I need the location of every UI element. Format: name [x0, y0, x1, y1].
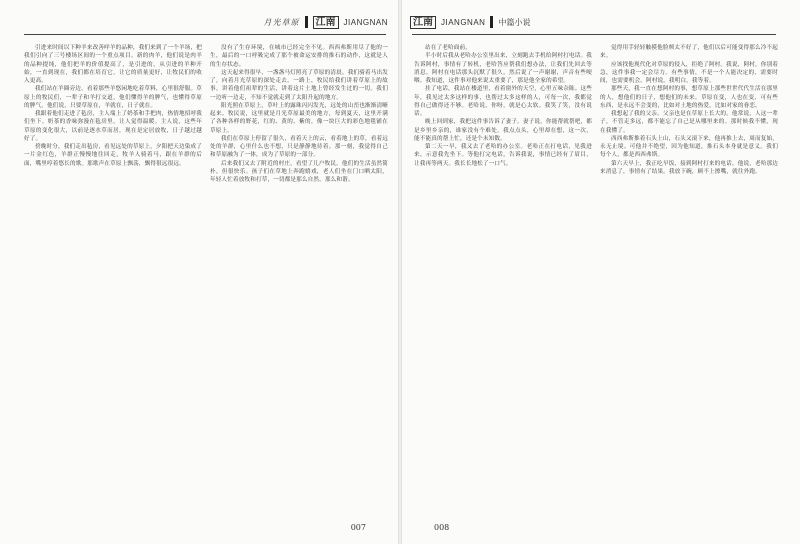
paragraph: 应该找他现代化对草原的侵入，拒绝了阿村。我说，阿村，你别着急，这件事我一定会尽力。有些事情，不是一个人能决定的，需要时间，也需要机会。阿村说，我明白，我等着。	[600, 61, 778, 84]
header-rule	[412, 34, 776, 35]
text-column-2	[600, 44, 778, 514]
paragraph: 那些天，我一直在想阿村的事，想草原上那些世世代代生活在那里的人，想他们的日子，想他们的未来。草原在变，人也在变，可有些东西，是永远不会变的，比如对土地的热爱，比如对家的眷恋。	[600, 86, 778, 109]
paragraph: 这天起来得很早，一盏盏马灯照亮了草原的清晨。我们骑着马出发了，向着月光草原的深处走去。一路上，牧民给我们讲着草原上的故事，讲着他们祖辈的生活，讲着这片土地上曾经发生过的一切。我们一边听一边走，不知不觉就走到了太阳升起的地方。	[210, 69, 388, 101]
paragraph: 我想起了我的父亲。父亲也是在草原上长大的，他常说，人这一辈子，不管走多远，都不能忘了自己是从哪里来的。那时候我不懂，现在我懂了。	[600, 111, 778, 134]
text-column-1	[414, 44, 592, 514]
paragraph: 傍晚时分，我们走出毡房，看见远处的草原上，夕阳把天边染成了一片金红色，羊群正慢慢地往回走，牧羊人骑着马，跟在羊群的后面，嘴里哼着悠长的歌。那歌声在草原上飘荡，飘得很远很远。	[24, 144, 202, 167]
paragraph: 我们在草原上停留了很久，看着天上的云，看着地上的草，看着远处的羊群，心里什么也不想，只是静静地待着。那一刻，我觉得自己和草原融为了一体，成为了草原的一部分。	[210, 135, 388, 159]
section-label: 中篇小说	[498, 17, 531, 27]
paragraph: 第六天早上，我正吃早饭，接到阿村打来的电话。他说，老哈那边来消息了，事情有了结果。我放下碗，顾不上擦嘴，就往外跑。	[600, 160, 778, 175]
header-divider	[490, 16, 493, 28]
paragraph: 阳光照在草原上，草叶上的露珠闪闪发光，远处的山峦也渐渐清晰起来。牧民说，这里就是月光草原最美的地方，每到夏天，这里开满了各种各样的野花，红的、黄的、紫的，像一块巨大的彩色地毯铺在草原上。	[210, 102, 388, 134]
paragraph: 后来我们又去了附近的村庄，看望了几户牧民。他们的生活虽然简朴，但很快乐。孩子们在草地上奔跑嬉戏，老人们坐在门口晒太阳，年轻人忙着放牧和打草，一切都是那么自然，那么和谐。	[210, 160, 388, 183]
paragraph: 西西弗斯推着石头上山，石头又滚下来，他再推上去，周而复始，永无止境。可他并不绝望，因为他知道，推石头本身就是意义。我们每个人，都是西西弗斯。	[600, 135, 778, 159]
page-number: 008	[434, 523, 450, 532]
jiangnan-logo: 江南	[410, 16, 436, 29]
paragraph: 引进来时间以下种羊来改善咩羊的品种，我们来到了一个羊场，把我们引向了三号楼场区间的一个重点项目。新的肉羊，他们说是肉羊的品种提纯，他们把羊的价值提高了，是引进的，从引进的羊种开始，一直到现在，我们都在培育它，让它的质量更好，让牧民们的收入更高。	[24, 45, 202, 84]
paragraph: 觉得用手轻轻触摸他脸颊太不好了，他们以后可能变得那么冷不起来。	[600, 45, 778, 60]
paragraph: 挂了电话，我站在楼道里，看着窗外的天空，心里五味杂陈。这些年，我见过太多这样的事，也帮过太多这样的人，可每一次，我都觉得自己做得还不够。老哈说，你呀，就是心太软。我笑了笑，没有说话。	[414, 86, 592, 117]
magazine-title: 月光草原	[263, 17, 300, 27]
paragraph: 半小时后我从老哈办公室里出来，立刻跑去手机给阿村打电话。我告诉阿村，事情有了转机，老哈答应帮我们想办法，让我们先回去等消息。阿村在电话那头沉默了很久，然后说了一声谢谢，声音有些哽咽。我知道，这件事对他来说太重要了，那是他全家的希望。	[414, 53, 592, 84]
text-column-2	[210, 44, 388, 514]
page-number: 007	[350, 523, 366, 532]
paragraph: 我跟着他们走进了毡房，主人端上了奶茶和手把肉，热情地招呼我们坐下。奶茶的香味弥漫在毡房里，让人觉得温暖。主人说，这些年草原的变化很大，以前是逐水草而居，现在是定居放牧，日子越过越好了。	[24, 111, 202, 142]
text-column-1	[24, 44, 202, 514]
page-header	[410, 14, 530, 30]
paragraph: 没有了生存环境，在城市已经完全不见。西西弗斯用尽了他的一生，最后的一口呼吸完成了那个被命运安排的推石的动作，这就是人的生存状态。	[210, 45, 388, 68]
paragraph: 晚上回到家，我把这件事告诉了妻子。妻子说，你能帮就帮吧，都是乡里乡亲的，谁家没有个难处。我点点头，心里却在想，这一次，能不能真的帮上忙，还是个未知数。	[414, 119, 592, 142]
paragraph: 第二天一早，我又去了老哈的办公室。老哈正在打电话，见我进来，示意我先坐下。等他打完电话，告诉我说，事情已经有了眉目，让我再等两天。我长长地松了一口气。	[414, 144, 592, 167]
header-rule	[24, 34, 386, 35]
brand-name: JIANGNAN	[343, 17, 388, 27]
page-header	[264, 14, 388, 30]
right-page	[402, 0, 800, 544]
paragraph: 站在了老哈面前。	[425, 45, 471, 51]
brand-name: JIANGNAN	[441, 17, 486, 27]
left-page	[0, 0, 398, 544]
header-divider	[305, 16, 308, 28]
paragraph: 我们站在羊圈旁边，看着那些羊悠闲地吃着草料，心里很舒服。草原上的牧民们，一辈子和羊打交道，他们懂得羊的脾气，也懂得草原的脾气。他们说，只要草原在，羊就在，日子就在。	[24, 86, 202, 109]
jiangnan-logo: 江南	[313, 16, 339, 29]
